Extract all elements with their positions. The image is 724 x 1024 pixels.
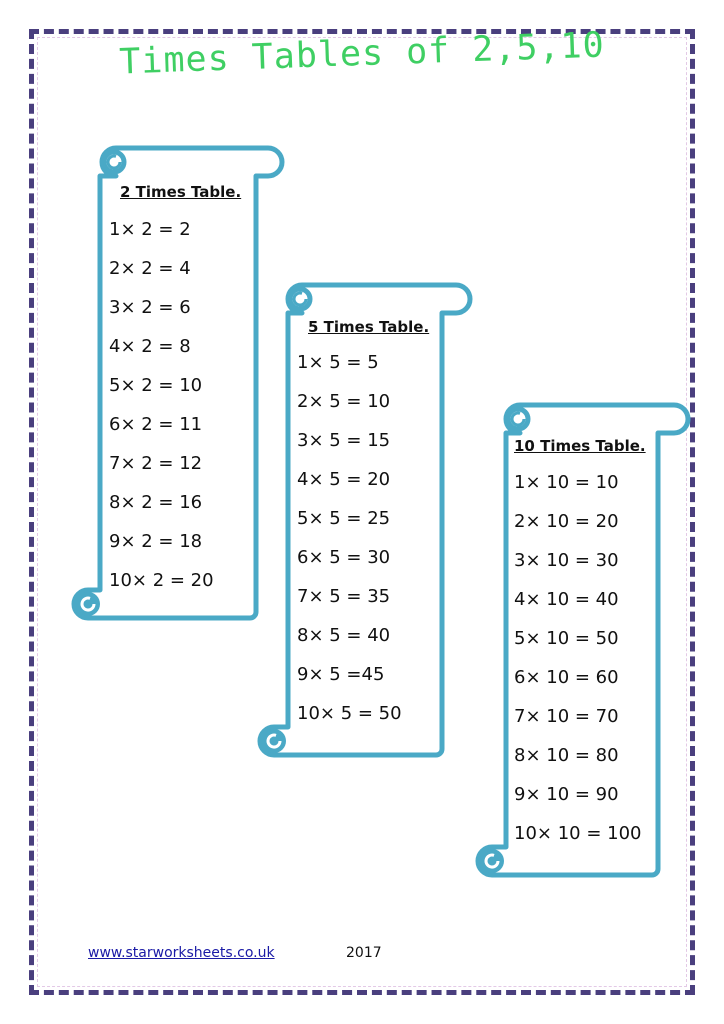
table-row: 9× 10 = 90 (514, 784, 619, 805)
table-heading: 5 Times Table. (308, 318, 430, 336)
table-row: 6× 2 = 11 (109, 414, 203, 435)
table-row: 8× 10 = 80 (514, 745, 619, 766)
table-row: 4× 2 = 8 (109, 336, 191, 357)
table-row: 2× 5 = 10 (297, 391, 391, 412)
table-row: 9× 2 = 18 (109, 531, 203, 552)
table-row: 3× 10 = 30 (514, 550, 619, 571)
table-row: 6× 10 = 60 (514, 667, 619, 688)
footer-year: 2017 (346, 945, 382, 961)
table-heading: 10 Times Table. (514, 437, 646, 455)
table-row: 2× 10 = 20 (514, 511, 619, 532)
table-row: 8× 5 = 40 (297, 625, 391, 646)
page-title: Times Tables of 2,5,10 (118, 25, 606, 83)
scroll-2-times-table (72, 146, 284, 622)
table-row: 1× 5 = 5 (297, 352, 379, 373)
table-row: 4× 5 = 20 (297, 469, 391, 490)
table-row: 3× 5 = 15 (297, 430, 391, 451)
table-row: 7× 5 = 35 (297, 586, 391, 607)
table-row: 4× 10 = 40 (514, 589, 619, 610)
table-row: 7× 10 = 70 (514, 706, 619, 727)
table-heading: 2 Times Table. (120, 183, 242, 201)
table-row: 7× 2 = 12 (109, 453, 203, 474)
scroll-5-times-table (258, 283, 472, 759)
table-row: 6× 5 = 30 (297, 547, 391, 568)
table-row: 5× 5 = 25 (297, 508, 391, 529)
table-row: 5× 10 = 50 (514, 628, 619, 649)
website-link[interactable]: www.starworksheets.co.uk (88, 945, 275, 961)
table-row: 1× 2 = 2 (109, 219, 191, 240)
table-row: 2× 2 = 4 (109, 258, 191, 279)
table-row: 9× 5 =45 (297, 664, 385, 685)
table-row: 10× 5 = 50 (297, 703, 402, 724)
table-row: 10× 10 = 100 (514, 823, 642, 844)
scroll-10-times-table (476, 403, 690, 879)
table-row: 8× 2 = 16 (109, 492, 203, 513)
table-row: 5× 2 = 10 (109, 375, 203, 396)
table-row: 10× 2 = 20 (109, 570, 214, 591)
table-row: 3× 2 = 6 (109, 297, 191, 318)
table-row: 1× 10 = 10 (514, 472, 619, 493)
